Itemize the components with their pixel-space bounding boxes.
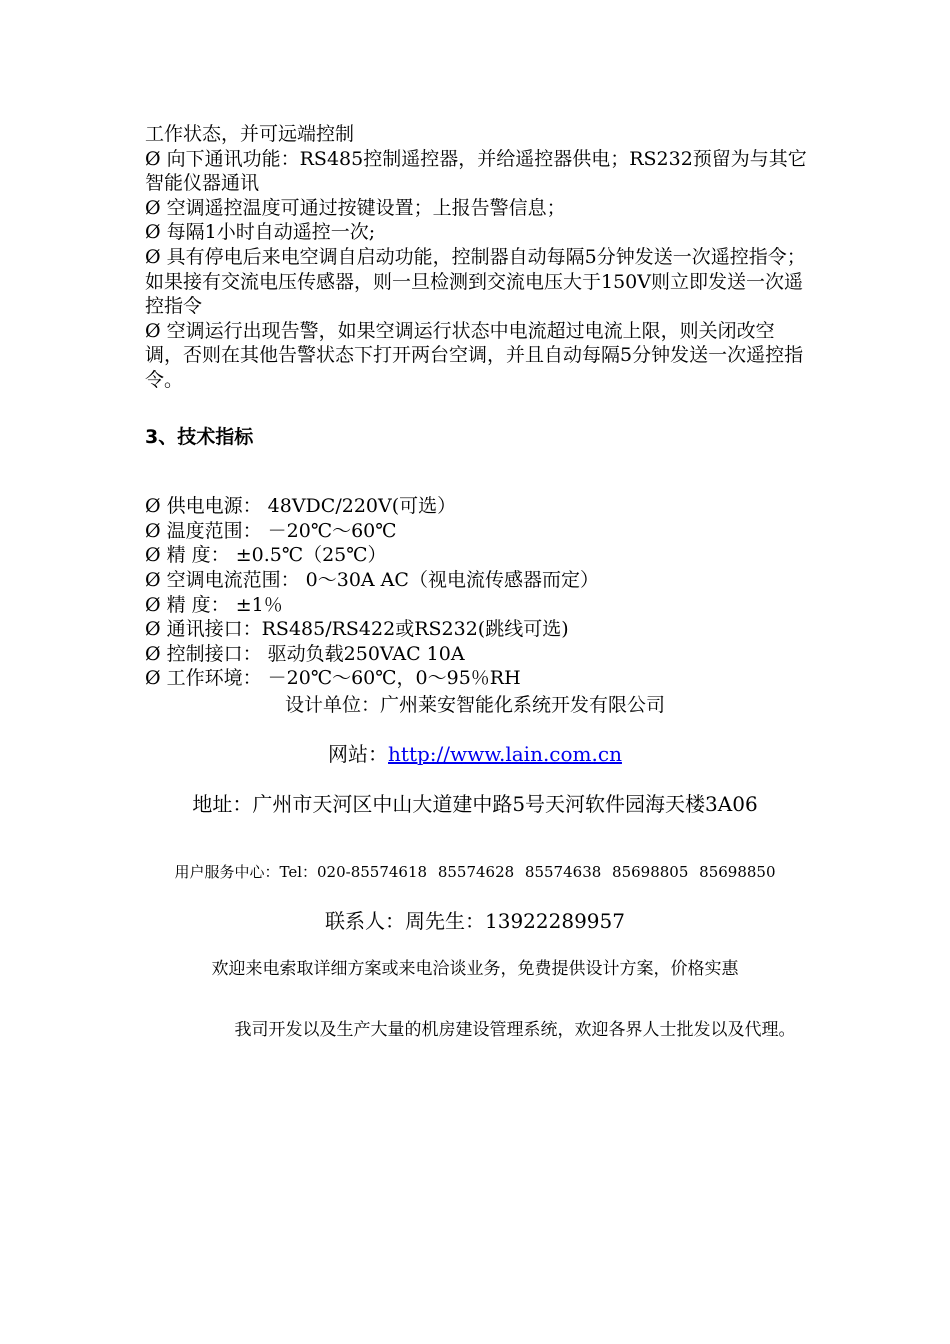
intro-line: Ø 具有停电后来电空调自启动功能，控制器自动每隔5分钟发送一次遥控指令；如果接有交流电压传感器，则一旦检测到交流电压大于150V则立即发送一次遥控指令 (145, 245, 806, 318)
spec-line: Ø 控制接口： 驱动负载250VAC 10A (145, 642, 465, 665)
company-name: 设计单位：广州莱安智能化系统开发有限公司 (284, 694, 665, 716)
intro-line: 工作状态，并可远端控制 (145, 123, 355, 145)
intro-line: Ø 空调运行出现告警，如果空调运行状态中电流超过电流上限，则关闭改空调，否则在其他告警状态下打开两台空调，并且自动每隔5分钟发送一次遥控指令。 (145, 319, 804, 391)
welcome-text: 欢迎来电索取详细方案或来电洽谈业务，免费提供设计方案，价格实惠 (211, 959, 739, 979)
service-phone: 用户服务中心：Tel：020-85574618 85574628 85574638 85698805 85698850 (174, 863, 776, 881)
address: 地址：广州市天河区中山大道建中路5号天河软件园海天楼3A06 (192, 792, 758, 816)
website-line (0, 738, 950, 767)
spec-line: Ø 精 度： ±1％ (145, 593, 283, 616)
remark-text: 我司开发以及生产大量的机房建设管理系统，欢迎各界人士批发以及代理。 (234, 1020, 796, 1040)
section-title: 3、技术指标 (145, 425, 254, 448)
intro-line: Ø 每隔1小时自动遥控一次; (145, 221, 376, 244)
spec-line: Ø 供电电源： 48VDC/220V(可选） (145, 495, 457, 518)
contact-person: 联系人：周先生：13922289957 (325, 909, 625, 933)
spec-line: Ø 温度范围： －20℃～60℃ (145, 519, 397, 542)
spec-line: Ø 空调电流范围： 0～30A AC（视电流传感器而定） (145, 568, 599, 591)
spec-line: Ø 通讯接口：RS485/RS422或RS232(跳线可选) (145, 618, 569, 641)
spec-line: Ø 工作环境： －20℃～60℃，0～95％RH (145, 667, 521, 690)
intro-line: Ø 空调遥控温度可通过按键设置；上报告警信息； (145, 196, 566, 219)
intro-line: Ø 向下通讯功能：RS485控制遥控器，并给遥控器供电；RS232预留为与其它智能仪器通讯 (145, 147, 807, 195)
spec-line: Ø 精 度： ±0.5℃（25℃） (145, 544, 387, 567)
website-label: 网站： (328, 742, 389, 766)
website-link[interactable]: http://www.lain.com.cn (388, 742, 622, 766)
body-content (145, 122, 810, 691)
